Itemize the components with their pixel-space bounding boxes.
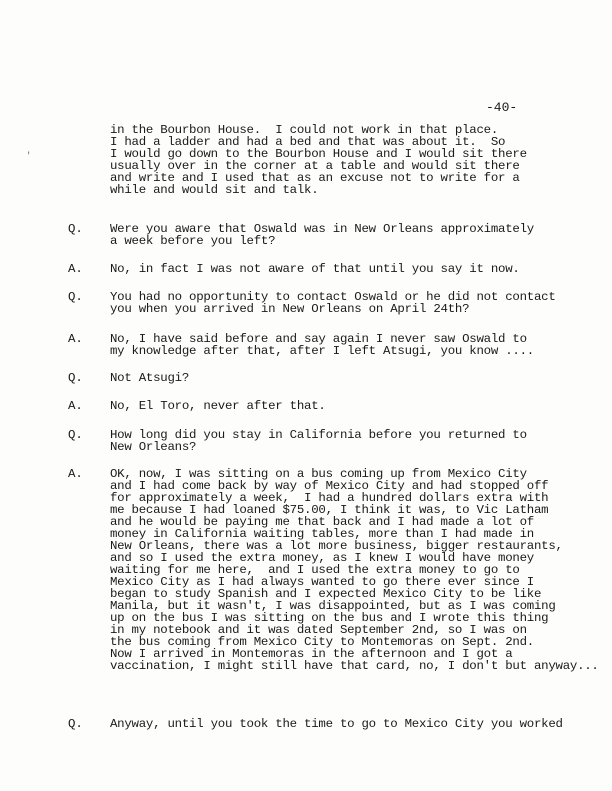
transcript-line: Now I arrived in Montemoras in the afternoon and I got a (110, 647, 513, 661)
transcript-line: the bus coming from Mexico City to Montemoras on Sept. 2nd. (110, 635, 534, 649)
transcript-line: waiting for me here, and I used the extra money to go to (110, 563, 520, 577)
transcript-line: up on the bus I was sitting on the bus and I wrote this thing (110, 611, 549, 625)
transcript-line: How long did you stay in California before you returned to (110, 428, 527, 442)
transcript-line: vaccination, I might still have that card, no, I don't but anyway... (110, 659, 599, 673)
transcript-line: began to study Spanish and I expected Mexico City to be like (110, 587, 542, 601)
speaker-question-label: Q. (68, 290, 83, 304)
transcript-line: money in California waiting tables, more than I had made in (110, 527, 534, 541)
transcript-line: a week before you left? (110, 234, 276, 248)
transcript-line: Were you aware that Oswald was in New Orleans approximately (110, 222, 534, 236)
speaker-answer-label: A. (68, 262, 83, 276)
transcript-line: You had no opportunity to contact Oswald or he did not contact (110, 290, 556, 304)
speaker-question-label: Q. (68, 371, 83, 385)
transcript-line: New Orleans? (110, 440, 197, 454)
transcript-line: in the Bourbon House. I could not work in that place. (110, 123, 499, 137)
transcript-line: and I had come back by way of Mexico City and had stopped off (110, 479, 549, 493)
transcript-line: No, I have said before and say again I never saw Oswald to (110, 332, 527, 346)
transcript-line: me because I had loaned $75.00, I think it was, to Vic Latham (110, 503, 549, 517)
speaker-answer-label: A. (68, 467, 83, 481)
page-number: -40- (486, 100, 518, 115)
transcript-line: Anyway, until you took the time to go to Mexico City you worked (110, 717, 563, 731)
transcript-line: I had a ladder and had a bed and that was about it. So (110, 135, 506, 149)
speaker-question-label: Q. (68, 717, 83, 731)
speaker-answer-label: A. (68, 332, 83, 346)
transcript-line: Manila, but it wasn't, I was disappointed, but as I was coming (110, 599, 556, 613)
margin-mark: ' (26, 151, 32, 161)
transcript-line: I would go down to the Bourbon House and I would sit there (110, 147, 527, 161)
transcript-line: and write and I used that as an excuse not to write for a (110, 171, 520, 185)
transcript-line: usually over in the corner at a table and would sit there (110, 159, 520, 173)
transcript-line: No, El Toro, never after that. (110, 399, 326, 413)
transcript-line: for approximately a week, I had a hundred dollars extra with (110, 491, 549, 505)
transcript-line: and he would be paying me that back and I had made a lot of (110, 515, 534, 529)
transcript-line: Mexico City as I had always wanted to go there ever since I (110, 575, 534, 589)
transcript-line: in my notebook and it was dated September 2nd, so I was on (110, 623, 527, 637)
transcript-line: No, in fact I was not aware of that until you say it now. (110, 262, 520, 276)
speaker-answer-label: A. (68, 399, 83, 413)
speaker-question-label: Q. (68, 222, 83, 236)
transcript-line: while and would sit and talk. (110, 183, 319, 197)
transcript-line: and so I used the extra money, as I knew I would have money (110, 551, 534, 565)
transcript-line: OK, now, I was sitting on a bus coming up from Mexico City (110, 467, 527, 481)
speaker-question-label: Q. (68, 428, 83, 442)
transcript-line: my knowledge after that, after I left Atsugi, you know .... (110, 344, 534, 358)
transcript-line: Not Atsugi? (110, 371, 190, 385)
transcript-line: you when you arrived in New Orleans on April 24th? (110, 302, 470, 316)
transcript-line: New Orleans, there was a lot more business, bigger restaurants, (110, 539, 563, 553)
